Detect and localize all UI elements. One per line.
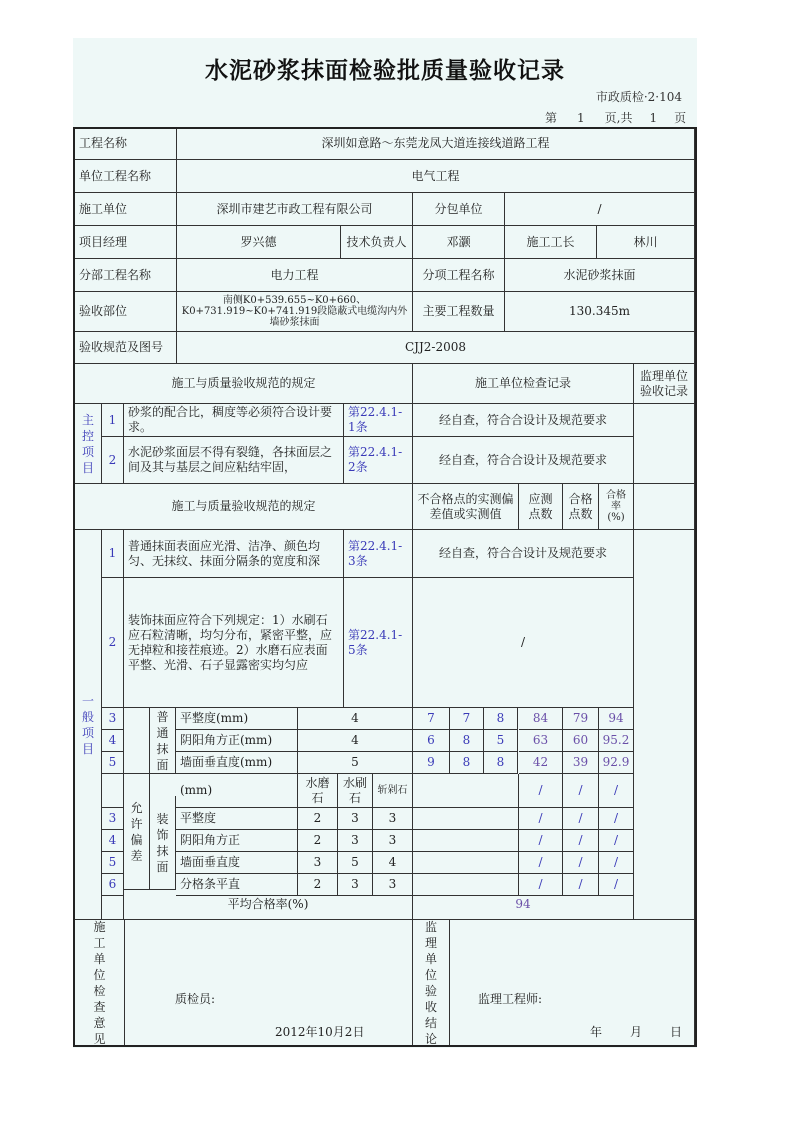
form-number: 市政质检·2·104 [595,90,682,104]
supervisor-conclusion-area [450,920,695,1046]
inspector-label: 质检员: [175,992,216,1006]
measured-count: 84 [519,708,563,730]
blank [413,852,519,874]
main-control-item-clause: 第22.4.1-1条 [344,404,413,437]
page-total: 1 [649,111,658,125]
pm-value: 罗兴德 [177,226,341,259]
deco-passed: / [563,830,599,852]
measured-point: 8 [450,730,484,752]
date-day: 日 [670,1025,683,1039]
deviation-item-name: 阴阳角方正(mm) [176,730,298,752]
pass-rate: 92.9 [599,752,634,774]
main-control-item-clause: 第22.4.1-2条 [344,437,413,484]
date-month: 月 [630,1025,643,1039]
contractor-opinion-label: 施 工 单 位 检 查 意 见 [75,920,125,1046]
general-label: 一 般 项 目 [75,530,102,920]
deco-item-name: 分格条平直 [176,874,298,896]
deco-rate: / [599,808,634,830]
subdivision-label: 分项工程名称 [413,259,505,292]
date-year: 年 [590,1025,603,1039]
deco-value: 3 [373,808,413,830]
spec-header: 施工与质量验收规范的规定 [75,364,413,404]
measured-point: 8 [484,708,518,730]
rate-header: 合格率(%) [599,484,634,530]
allow-deviation-label: 允 许 偏 差 [124,774,150,890]
avg-rate-value: 94 [413,890,634,920]
blank [102,774,124,808]
deco-measured: / [519,830,563,852]
page-text: 第 [545,111,558,125]
project-name-value: 深圳如意路～东莞龙凤大道连接线道路工程 [177,128,695,160]
location-value: 南侧K0+539.655~K0+660、K0+731.919~K0+741.919段隐蔽式电缆沟内外墙砂浆抹面 [177,292,413,332]
deco-passed: / [563,774,599,808]
project-name-label: 工程名称 [75,128,177,160]
passed-count: 60 [563,730,599,752]
deco-measured: / [519,808,563,830]
subdivision-value: 水泥砂浆抹面 [505,259,695,292]
normal-plaster-label: 普 通 抹 面 [150,708,176,774]
standard-label: 验收规范及图号 [75,332,177,364]
passed-header: 合格点数 [563,484,599,530]
deco-value: 2 [298,830,338,852]
deco-passed: / [563,808,599,830]
passed-count: 39 [563,752,599,774]
unit-project-label: 单位工程名称 [75,160,177,193]
deco-row-no: 6 [102,874,124,896]
quantity-label: 主要工程数量 [413,292,505,332]
deviation-row-no: 5 [102,752,124,774]
location-label: 验收部位 [75,292,177,332]
deviation-allowed: 4 [298,708,413,730]
measured-point: 5 [484,730,518,752]
deviation-row-no: 4 [102,730,124,752]
general-item-clause: 第22.4.1-5条 [344,578,413,708]
form-title: 水泥砂浆抹面检验批质量验收记录 [205,58,565,84]
pass-rate: 95.2 [599,730,634,752]
check-record-header: 施工单位检查记录 [413,364,634,404]
deco-passed: / [563,852,599,874]
blank [102,890,124,920]
deco-value: 3 [298,852,338,874]
deco-passed: / [563,874,599,896]
deviation-allowed: 5 [298,752,413,774]
deco-col-washed-stone: 水刷石 [338,774,373,808]
blank-left [124,708,150,774]
unit-project-value: 电气工程 [177,160,695,193]
pass-rate: 94 [599,708,634,730]
division-value: 电力工程 [177,259,413,292]
deco-value: 3 [373,874,413,896]
supervisor-record-header: 监理单位验收记录 [634,364,695,404]
standard-value: CJJ2-2008 [177,332,695,364]
deco-value: 4 [373,852,413,874]
deco-col-chopped-stone: 斩剁石 [373,774,413,808]
foreman-value: 林川 [597,226,695,259]
deco-value: 3 [338,874,373,896]
page-current: 1 [577,111,585,125]
measured-count: 63 [519,730,563,752]
measured-point: 7 [413,708,450,730]
page-text: 页,共 [604,111,633,125]
main-control-supervisor [634,404,695,484]
sub-contractor-value: / [505,193,695,226]
general-item-no: 1 [102,530,124,578]
contractor-date: 2012年10月2日 [275,1025,365,1039]
measured-point: 9 [413,752,450,774]
blank [413,808,519,830]
deviation-row-no: 3 [102,708,124,730]
deco-value: 2 [298,874,338,896]
main-control-item-text: 砂浆的配合比，稠度等必须符合设计要求。 [124,404,344,437]
deco-unit-header: (mm) [176,774,298,808]
page-text: 页 [674,111,687,125]
general-item-clause: 第22.4.1-3条 [344,530,413,578]
main-control-item-no: 2 [102,437,124,484]
supervisor-blank [634,484,695,530]
deco-rate: / [599,874,634,896]
deco-measured: / [519,774,563,808]
main-control-item-text: 水泥砂浆面层不得有裂缝，各抹面层之间及其与基层之间应粘结牢固， [124,437,344,484]
deviation-item-name: 平整度(mm) [176,708,298,730]
division-label: 分部工程名称 [75,259,177,292]
engineer-label: 监理工程师: [478,992,543,1006]
spec2-header: 施工与质量验收规范的规定 [75,484,413,530]
general-item-text: 装饰抹面应符合下列规定：1）水刷石应石粒清晰，均匀分布，紧密平整，应无掉粒和接茬痕迹。2）水磨石应表面平整、光滑、石子显露密实均匀应 [124,578,344,708]
blank [413,830,519,852]
deco-item-name: 阴阳角方正 [176,830,298,852]
contractor-label: 施工单位 [75,193,177,226]
deco-value: 3 [373,830,413,852]
deco-plaster-label: 装 饰 抹 面 [150,796,176,890]
deco-rate: / [599,774,634,808]
general-item-record: / [413,578,634,708]
measured-header: 应测点数 [519,484,563,530]
deviation-allowed: 4 [298,730,413,752]
deviation-item-name: 墙面垂直度(mm) [176,752,298,774]
quantity-value: 130.345m [505,292,695,332]
deco-value: 2 [298,808,338,830]
deco-row-no: 5 [102,852,124,874]
general-supervisor [634,530,695,920]
deco-row-no: 4 [102,830,124,852]
deco-row-no: 3 [102,808,124,830]
measured-point: 8 [484,752,518,774]
passed-count: 79 [563,708,599,730]
supervisor-conclusion-label: 监 理 单 位 验 收 结 论 [413,920,450,1046]
avg-rate-label: 平均合格率(%) [124,890,413,920]
general-item-text: 普通抹面表面应光滑、洁净、颜色均匀、无抹纹、抹面分隔条的宽度和深 [124,530,344,578]
contractor-opinion-area [125,920,413,1046]
general-item-record: 经自查，符合合设计及规范要求 [413,530,634,578]
contractor-value: 深圳市建艺市政工程有限公司 [177,193,413,226]
deco-value: 5 [338,852,373,874]
deco-rate: / [599,830,634,852]
main-control-item-record: 经自查，符合合设计及规范要求 [413,404,634,437]
pm-label: 项目经理 [75,226,177,259]
general-item-no: 2 [102,578,124,708]
main-control-label: 主 控 项 目 [75,404,102,484]
foreman-label: 施工工长 [505,226,597,259]
tech-label: 技术负责人 [341,226,413,259]
deco-col-terrazzo: 水磨石 [298,774,338,808]
measured-point: 6 [413,730,450,752]
bad-points-header: 不合格点的实测偏差值或实测值 [413,484,519,530]
sub-contractor-label: 分包单位 [413,193,505,226]
deco-measured: / [519,874,563,896]
main-control-item-record: 经自查，符合合设计及规范要求 [413,437,634,484]
tech-value: 邓灏 [413,226,505,259]
deco-item-name: 墙面垂直度 [176,852,298,874]
blank [413,774,519,808]
measured-point: 8 [450,752,484,774]
main-control-item-no: 1 [102,404,124,437]
page-indicator [545,109,695,126]
deco-value: 3 [338,830,373,852]
deco-item-name: 平整度 [176,808,298,830]
measured-count: 42 [519,752,563,774]
deco-rate: / [599,852,634,874]
deco-value: 3 [338,808,373,830]
deco-measured: / [519,852,563,874]
measured-point: 7 [450,708,484,730]
